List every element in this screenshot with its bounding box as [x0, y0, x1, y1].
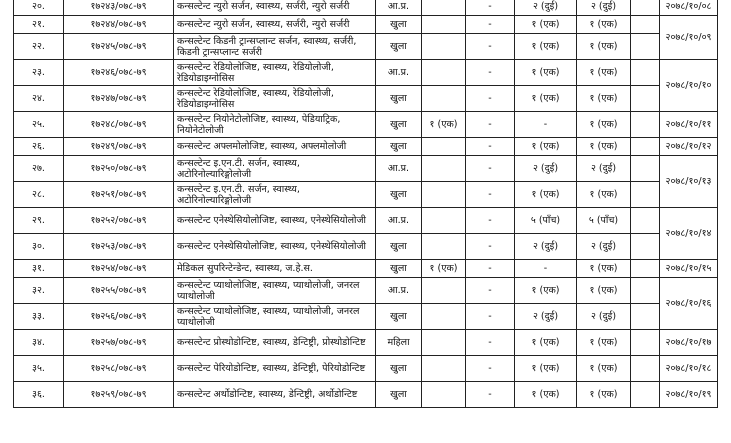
exam-date-cell: २०७८/१०/१२: [660, 138, 718, 156]
count-cell: -: [466, 0, 515, 16]
ad-code-cell: १७२५१/०७८-७९: [64, 182, 174, 208]
table-row: [14, 138, 718, 156]
serial-cell: ३५.: [14, 356, 64, 382]
category-cell: महिला: [376, 330, 422, 356]
count-cell: [422, 330, 466, 356]
ad-code-cell: १७२४९/०७८-७९: [64, 138, 174, 156]
post-cell: कन्सल्टेन्ट प्याथोलोजिष्ट, स्वास्थ्य, प्याथोलोजी, जनरल प्याथोलोजी: [174, 304, 376, 330]
table-row: [14, 208, 718, 234]
total-cell: १ (एक): [577, 356, 631, 382]
count-cell: -: [466, 156, 515, 182]
count-cell: -: [466, 208, 515, 234]
serial-cell: २४.: [14, 86, 64, 112]
category-cell: खुला: [376, 16, 422, 34]
total-cell: १ (एक): [577, 60, 631, 86]
serial-cell: २९.: [14, 208, 64, 234]
post-cell: कन्सल्टेन्ट प्रोस्थोडोन्टिष्ट, स्वास्थ्य, डेन्टिष्ट्री, प्रोस्थोडोन्टिष्ट: [174, 330, 376, 356]
spacer-cell: [631, 278, 660, 304]
ad-code-cell: १७२५५/०७८-७९: [64, 278, 174, 304]
category-cell: खुला: [376, 86, 422, 112]
ad-code-cell: १७२५९/०७८-७९: [64, 382, 174, 408]
count-cell: १ (एक): [515, 278, 577, 304]
exam-date-cell: २०७८/१०/१०: [660, 60, 718, 112]
ad-code-cell: १७२४४/०७८-७९: [64, 16, 174, 34]
count-cell: [422, 278, 466, 304]
spacer-cell: [631, 182, 660, 208]
count-cell: १ (एक): [422, 260, 466, 278]
count-cell: [422, 234, 466, 260]
count-cell: -: [466, 112, 515, 138]
count-cell: १ (एक): [515, 138, 577, 156]
count-cell: -: [466, 60, 515, 86]
count-cell: २ (दुई): [515, 0, 577, 16]
post-cell: कन्सल्टेन्ट एनेस्थेसियोलोजिष्ट, स्वास्थ्य, एनेस्थेसियोलोजी: [174, 234, 376, 260]
spacer-cell: [631, 156, 660, 182]
total-cell: १ (एक): [577, 112, 631, 138]
spacer-cell: [631, 330, 660, 356]
post-cell: कन्सल्टेन्ट प्याथोलोजिष्ट, स्वास्थ्य, प्याथोलोजी, जनरल प्याथोलोजी: [174, 278, 376, 304]
ad-code-cell: १७२४३/०७८-७९: [64, 0, 174, 16]
table-row: [14, 356, 718, 382]
serial-cell: ३३.: [14, 304, 64, 330]
category-cell: खुला: [376, 234, 422, 260]
count-cell: -: [515, 260, 577, 278]
table-row: [14, 234, 718, 260]
count-cell: २ (दुई): [515, 156, 577, 182]
count-cell: -: [466, 234, 515, 260]
ad-code-cell: १७२४८/०७८-७९: [64, 112, 174, 138]
count-cell: [422, 60, 466, 86]
serial-cell: ३१.: [14, 260, 64, 278]
count-cell: [422, 208, 466, 234]
exam-date-cell: २०७८/१०/१९: [660, 382, 718, 408]
ad-code-cell: १७२५७/०७८-७९: [64, 330, 174, 356]
serial-cell: २५.: [14, 112, 64, 138]
table-row: [14, 260, 718, 278]
ad-code-cell: १७२४५/०७८-७९: [64, 34, 174, 60]
serial-cell: २६.: [14, 138, 64, 156]
count-cell: १ (एक): [515, 16, 577, 34]
category-cell: खुला: [376, 182, 422, 208]
total-cell: १ (एक): [577, 182, 631, 208]
serial-cell: ३६.: [14, 382, 64, 408]
table-row: [14, 86, 718, 112]
count-cell: -: [466, 356, 515, 382]
exam-date-cell: २०७८/१०/०८: [660, 0, 718, 16]
serial-cell: ३२.: [14, 278, 64, 304]
count-cell: [422, 138, 466, 156]
count-cell: -: [466, 138, 515, 156]
post-cell: कन्सल्टेन्ट इ.एन.टी. सर्जन, स्वास्थ्य, अटोरिनोल्यारिङ्गोलोजी: [174, 156, 376, 182]
count-cell: [422, 304, 466, 330]
spacer-cell: [631, 304, 660, 330]
ad-code-cell: १७२५३/०७८-७९: [64, 234, 174, 260]
ad-code-cell: १७२५२/०७८-७९: [64, 208, 174, 234]
post-cell: कन्सल्टेन्ट रेडियोलोजिष्ट, स्वास्थ्य, रेडियोलोजी, रेडियोडाइग्नोसिस: [174, 86, 376, 112]
category-cell: खुला: [376, 34, 422, 60]
ad-code-cell: १७२५६/०७८-७९: [64, 304, 174, 330]
ad-code-cell: १७२४६/०७८-७९: [64, 60, 174, 86]
exam-date-cell: २०७८/१०/१५: [660, 260, 718, 278]
count-cell: [422, 0, 466, 16]
count-cell: १ (एक): [515, 382, 577, 408]
total-cell: १ (एक): [577, 138, 631, 156]
post-cell: कन्सल्टेन्ट न्युरो सर्जन, स्वास्थ्य, सर्जरी, न्युरो सर्जरी: [174, 16, 376, 34]
category-cell: आ.प्र.: [376, 278, 422, 304]
count-cell: २ (दुई): [515, 234, 577, 260]
count-cell: [422, 34, 466, 60]
total-cell: १ (एक): [577, 16, 631, 34]
vacancy-table: [13, 0, 718, 408]
count-cell: -: [466, 382, 515, 408]
exam-date-cell: २०७८/१०/१४: [660, 208, 718, 260]
post-cell: कन्सल्टेन्ट किडनी ट्रान्सप्लान्ट सर्जन, स्वास्थ्य, सर्जरी, किडनी ट्रान्सप्लान्ट सर्जरी: [174, 34, 376, 60]
post-cell: कन्सल्टेन्ट अर्थोडोन्टिष्ट, स्वास्थ्य, डेन्टिष्ट्री, अर्थोडोन्टिष्ट: [174, 382, 376, 408]
ad-code-cell: १७२५४/०७८-७९: [64, 260, 174, 278]
spacer-cell: [631, 356, 660, 382]
exam-date-cell: २०७८/१०/१६: [660, 278, 718, 330]
count-cell: -: [466, 330, 515, 356]
post-cell: कन्सल्टेन्ट अफ्लमोलोजिष्ट, स्वास्थ्य, अफ्लमोलोजी: [174, 138, 376, 156]
ad-code-cell: १७२५०/०७८-७९: [64, 156, 174, 182]
category-cell: खुला: [376, 112, 422, 138]
count-cell: [422, 182, 466, 208]
count-cell: १ (एक): [515, 330, 577, 356]
count-cell: [422, 156, 466, 182]
total-cell: १ (एक): [577, 34, 631, 60]
post-cell: कन्सल्टेन्ट न्युरो सर्जन, स्वास्थ्य, सर्जरी, न्युरो सर्जरी: [174, 0, 376, 16]
count-cell: ५ (पाँच): [515, 208, 577, 234]
post-cell: कन्सल्टेन्ट एनेस्थेसियोलोजिष्ट, स्वास्थ्य, एनेस्थेसियोलोजी: [174, 208, 376, 234]
spacer-cell: [631, 60, 660, 86]
serial-cell: २३.: [14, 60, 64, 86]
total-cell: १ (एक): [577, 382, 631, 408]
serial-cell: २७.: [14, 156, 64, 182]
exam-date-cell: २०७८/१०/१७: [660, 330, 718, 356]
count-cell: १ (एक): [422, 112, 466, 138]
category-cell: खुला: [376, 356, 422, 382]
table-row: [14, 278, 718, 304]
table-row: [14, 112, 718, 138]
total-cell: १ (एक): [577, 278, 631, 304]
total-cell: २ (दुई): [577, 234, 631, 260]
spacer-cell: [631, 260, 660, 278]
serial-cell: २१.: [14, 16, 64, 34]
count-cell: -: [466, 260, 515, 278]
ad-code-cell: १७२४७/०७८-७९: [64, 86, 174, 112]
total-cell: ५ (पाँच): [577, 208, 631, 234]
count-cell: [422, 382, 466, 408]
spacer-cell: [631, 86, 660, 112]
post-cell: मेडिकल सुपरिन्टेन्डेन्ट, स्वास्थ्य, ज.हे.स.: [174, 260, 376, 278]
exam-date-cell: २०७८/१०/१८: [660, 356, 718, 382]
ad-code-cell: १७२५८/०७८-७९: [64, 356, 174, 382]
serial-cell: ३४.: [14, 330, 64, 356]
post-cell: कन्सल्टेन्ट इ.एन.टी. सर्जन, स्वास्थ्य, अटोरिनोल्यारिङ्गोलोजी: [174, 182, 376, 208]
total-cell: १ (एक): [577, 86, 631, 112]
post-cell: कन्सल्टेन्ट रेडियोलोजिष्ट, स्वास्थ्य, रेडियोलोजी, रेडियोडाइग्नोसिस: [174, 60, 376, 86]
table-row: [14, 330, 718, 356]
exam-date-cell: २०७८/१०/११: [660, 112, 718, 138]
count-cell: १ (एक): [515, 86, 577, 112]
table-row: [14, 182, 718, 208]
count-cell: [422, 16, 466, 34]
table-row: [14, 304, 718, 330]
post-cell: कन्सल्टेन्ट पेरियोडोन्टिष्ट, स्वास्थ्य, डेन्टिष्ट्री, पेरियोडोन्टिष्ट: [174, 356, 376, 382]
table-row: [14, 60, 718, 86]
category-cell: खुला: [376, 382, 422, 408]
spacer-cell: [631, 382, 660, 408]
count-cell: १ (एक): [515, 182, 577, 208]
total-cell: १ (एक): [577, 260, 631, 278]
total-cell: २ (दुई): [577, 304, 631, 330]
serial-cell: २०.: [14, 0, 64, 16]
table-row: [14, 0, 718, 16]
serial-cell: २२.: [14, 34, 64, 60]
table-row: [14, 34, 718, 60]
count-cell: -: [515, 112, 577, 138]
category-cell: आ.प्र.: [376, 156, 422, 182]
spacer-cell: [631, 234, 660, 260]
count-cell: १ (एक): [515, 34, 577, 60]
count-cell: -: [466, 182, 515, 208]
exam-date-cell: २०७८/१०/०९: [660, 16, 718, 60]
total-cell: २ (दुई): [577, 0, 631, 16]
count-cell: -: [466, 304, 515, 330]
category-cell: आ.प्र.: [376, 208, 422, 234]
serial-cell: ३०.: [14, 234, 64, 260]
category-cell: आ.प्र.: [376, 60, 422, 86]
spacer-cell: [631, 112, 660, 138]
count-cell: २ (दुई): [515, 304, 577, 330]
spacer-cell: [631, 34, 660, 60]
count-cell: [422, 86, 466, 112]
total-cell: २ (दुई): [577, 156, 631, 182]
spacer-cell: [631, 0, 660, 16]
count-cell: १ (एक): [515, 60, 577, 86]
post-cell: कन्सल्टेन्ट नियोनेटोलोजिष्ट, स्वास्थ्य, पेडियाट्रिक, नियोनेटोलोजी: [174, 112, 376, 138]
spacer-cell: [631, 138, 660, 156]
table-row: [14, 156, 718, 182]
spacer-cell: [631, 208, 660, 234]
category-cell: खुला: [376, 138, 422, 156]
table-row: [14, 382, 718, 408]
count-cell: [422, 356, 466, 382]
table-row: [14, 16, 718, 34]
count-cell: -: [466, 34, 515, 60]
category-cell: खुला: [376, 260, 422, 278]
category-cell: आ.प्र.: [376, 0, 422, 16]
count-cell: १ (एक): [515, 356, 577, 382]
count-cell: -: [466, 16, 515, 34]
count-cell: -: [466, 278, 515, 304]
exam-date-cell: २०७८/१०/१३: [660, 156, 718, 208]
spacer-cell: [631, 16, 660, 34]
total-cell: १ (एक): [577, 330, 631, 356]
count-cell: -: [466, 86, 515, 112]
category-cell: खुला: [376, 304, 422, 330]
serial-cell: २८.: [14, 182, 64, 208]
